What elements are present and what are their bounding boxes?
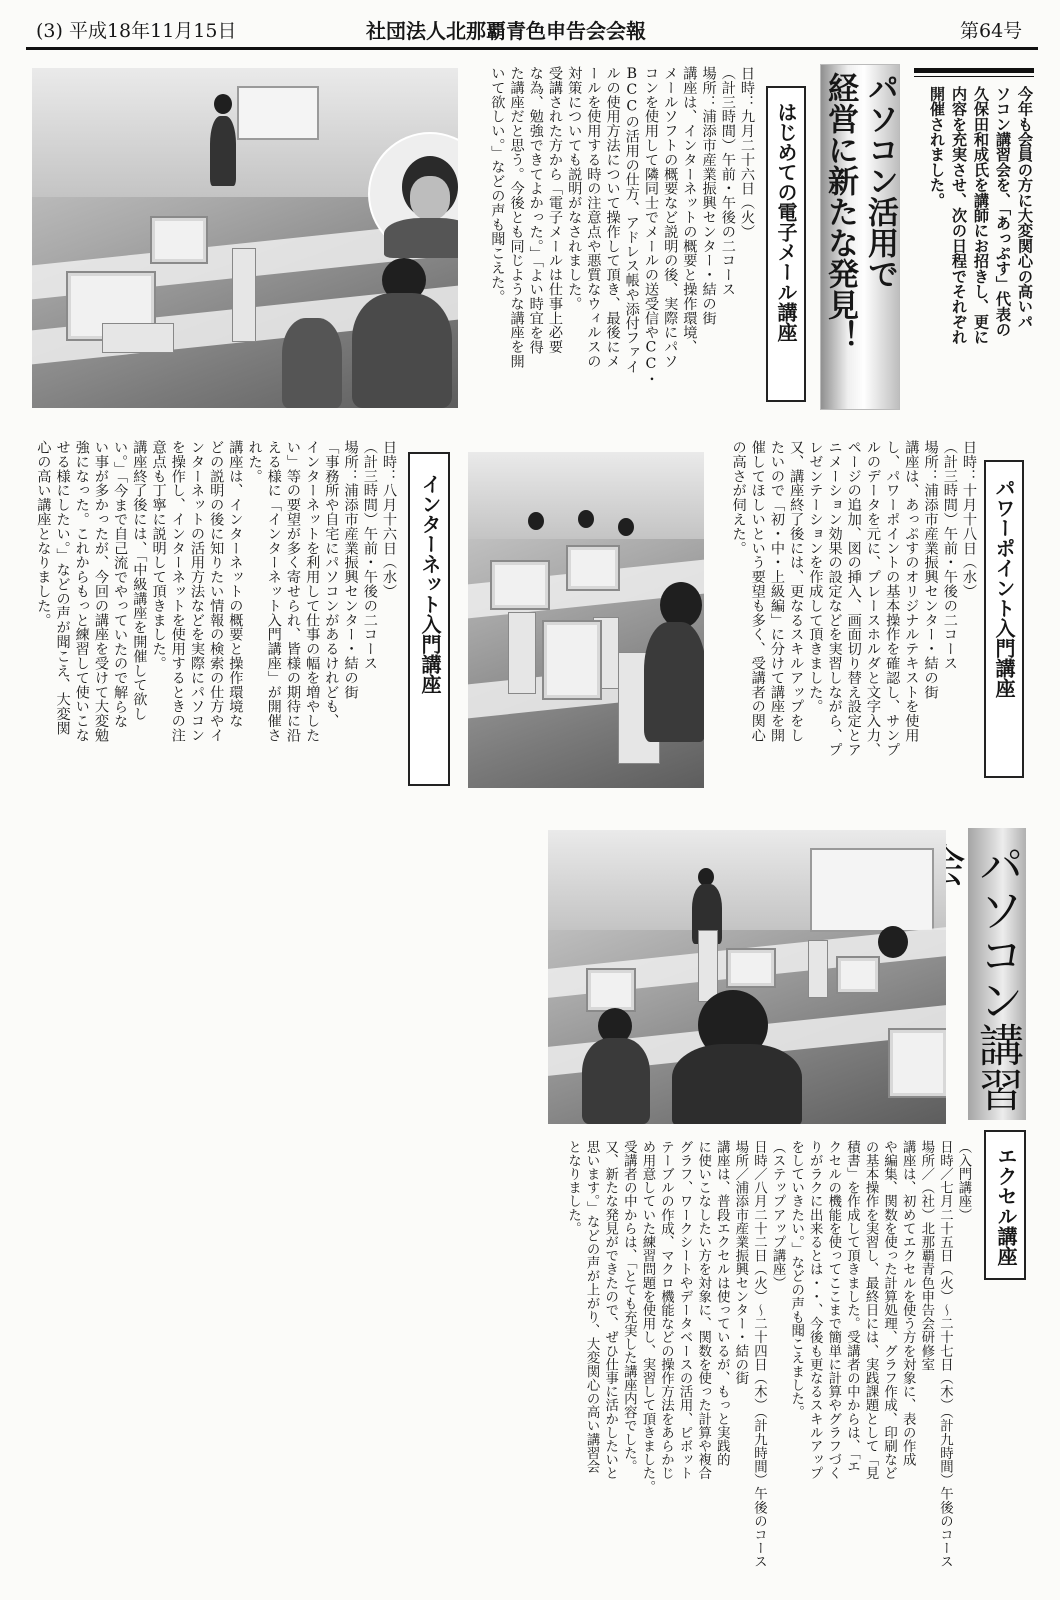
header-rule xyxy=(26,47,1038,50)
excel-course-text: （入門講座） 日時／七月二十五日（火）～二十七日（木）（計九時間）午後のコース 場所／（社）北那覇青色申告会研修室 講座は、初めてエクセルを使う方を対象に、表の作成 や編集、関数を使った計算処理、グラフ作成、印刷など の基本操作を実習し、最終日には、実践課題として「見 積書」を作成して頂きました。受講者の中からは、「エ クセルの機能を使ってここまで簡単に計算やグラフづく りがラクに出来るとは・・、今後も更なるスキルアップ をしていきたい。」などの声も聞こえました。 （ステップアップ講座） 日時／八月二十二日（火）～二十四日（木）（計九時間）午後のコース 場所／浦添市産業振興センター・結の街 講座は、普段エクセルは使っているが、もっと実践的 に使いこなしたい方を対象に、関数を使った計算や複合 グラフ、ワークシートやデータベースの活用、ピボット テーブルの作成、マクロ機能などの操作方法をあらかじ め用意していた練習問題を使用し、実習して頂きました。 受講者の中からは、「とても充実した講座内容でした。 又、新たな発見ができたので、ぜひ仕事に活かしたいと 思います。」などの声が上がり、大変関心の高い講習会 となりました。 xyxy=(565,1140,971,1569)
lead-title-line-2: 経営に新たな発見！ xyxy=(822,72,858,351)
lead-title xyxy=(820,64,900,410)
publication-name: 社団法人北那覇青色申告会会報 xyxy=(366,19,646,43)
section-title-band xyxy=(968,828,1026,1120)
issue-number: 第64号 xyxy=(960,20,1023,42)
powerpoint-course-text: 日時：十月十八日（水） （計三時間）午前・午後の二コース 場所：浦添市産業振興センター・結の街 講座は、あっぷすのオリジナルテキストを使用 し、パワーポイントの基本操作を確認し、サンプ ルのデータを元に、プレースホルダと文字入力、 ページの追加、図の挿入、画面切り替え設定とア ニメーション効果の設定などを実習しながら、プ レゼンテーションを作成して頂きました。 又、講座終了後には、更なるスキルアップをし たいので「初・中・上級編」に分けて講座を開 催してほしいという要望も多く、受講者の関心 の高さが伺えた。 xyxy=(730,440,977,757)
internet-course-title: インターネット入門講座 xyxy=(418,474,442,694)
excel-course-photo xyxy=(548,830,946,1124)
powerpoint-course-title: パワーポイント入門講座 xyxy=(992,478,1016,698)
section-title: パソコン講習 xyxy=(971,842,1024,1112)
lead-title-line-1: パソコン活用で xyxy=(862,72,898,289)
email-course-title-box xyxy=(766,86,806,402)
excel-course-title-box xyxy=(984,1130,1026,1280)
email-course-title: はじめての電子メール講座 xyxy=(774,102,798,342)
internet-course-text: 日時：八月十六日（水） （計三時間）午前・午後の二コース 場所：浦添市産業振興センター・結の街 「事務所や自宅にパソコンがあるけれども、 インターネットを利用して仕事の幅を増やした い」等の要望が多く寄せられ、皆様の期待に沿 える様に「インターネット入門講座」が開催さ れた。 講座は、インターネットの概要と操作環境な どの説明の後に知りたい情報の検索の仕方やイ ンターネットの活用方法などを実際にパソコン を操作し、インターネットを使用するときの注 意点も丁寧に説明して頂きました。 講座終了後には、「中級講座を開催して欲し い。」「今まで自己流でやっていたので解らな い事が多かったが、今回の講座を受けて大変勉 強になった。これからもっと練習して使いこな せる様にしたい。」などの声が聞こえ、大変関 心の高い講座となりました。 xyxy=(35,440,397,743)
email-course-photo xyxy=(32,68,458,408)
excel-course-title: エクセル講座 xyxy=(994,1146,1018,1266)
powerpoint-course-title-box xyxy=(984,460,1024,778)
powerpoint-course-photo xyxy=(468,452,704,788)
page-info: (3) 平成18年11月15日 xyxy=(36,20,237,42)
internet-course-title-box xyxy=(408,452,450,786)
email-course-text: 日時：九月二十六日（火） （計三時間）午前・午後の二コース 場所：浦添市産業振興センター・結の街 講座は、インターネットの概要と操作環境、 メールソフトの概要など説明の後、実際にパソ コンを使用して隣同士でメールの送受信やCC・ BCCの活用の仕方、アドレス帳や添付ファイ ルの使用方法について操作して頂き、最後にメ ールを使用する時の注意点や悪質なウィルスの 対策についても説明がなされました。 受講された方から「電子メールは仕事上必要 な為、勉強できてよかった。」「よい時宜を得 た講座だと思う。今後とも同じような講座を開 いて欲しい。」などの声も聞こえた。 xyxy=(489,66,755,387)
lead-text: 今年も会員の方に大変関心の高いパ ソコン講習会を、「あっぷす」代表の 久保田和成氏を講師にお招きし、更に 内容を充実させ、次の日程でそれぞれ 開催されました。 xyxy=(928,86,1034,345)
lead-top-rule xyxy=(914,68,1034,73)
lead-top-rule-thin xyxy=(914,76,1034,77)
